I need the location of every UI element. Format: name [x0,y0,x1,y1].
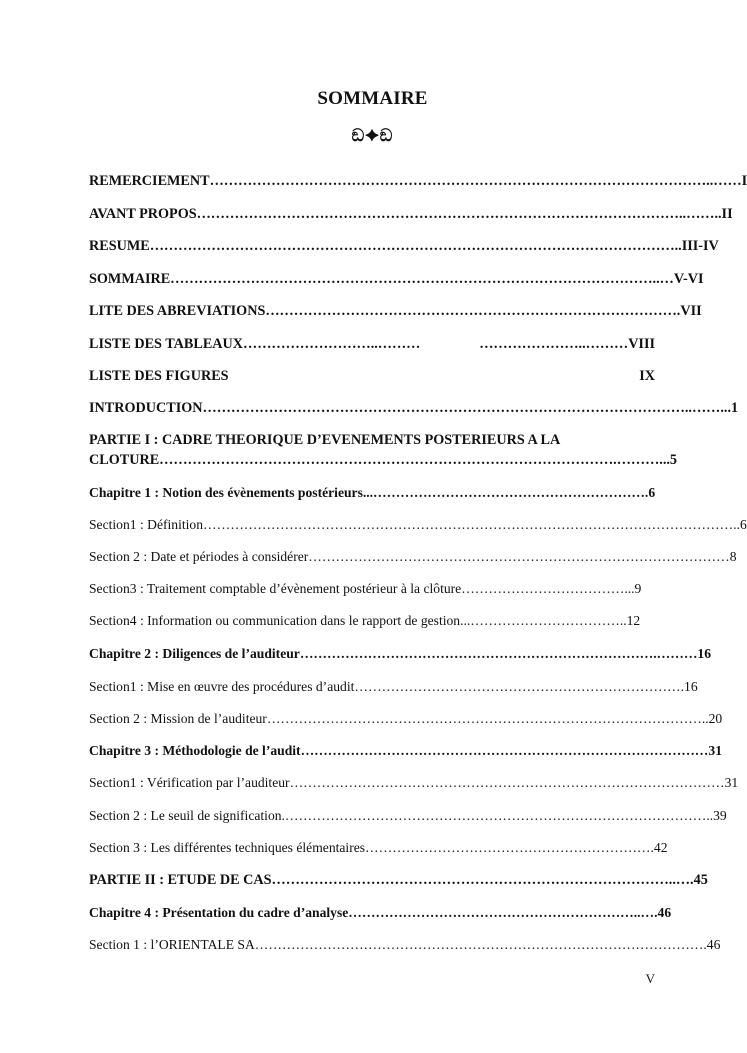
toc-entry-section-3-3[interactable]: Section 3 : Les différentes techniques élémentaires……………………………………………………….42 [89,840,668,855]
toc-entry-chapitre-1[interactable]: Chapitre 1 : Notion des évènements postérieurs...…………………………………………………….6 [89,485,656,500]
toc-entry-chapitre-4[interactable]: Chapitre 4 : Présentation du cadre d’analyse………………………………………………………..….46 [89,905,672,920]
toc-entry-section-1-1[interactable]: Section1 : Définition………………………………………………………………………………………………………..6 [89,517,747,532]
page-number: V [645,971,655,986]
toc-entry-section-3-2[interactable]: Section 2 : Le seuil de signification.…………………………………………………………………………………..39 [89,808,727,823]
toc-entry-figures[interactable] [89,368,655,385]
toc-entry-partie-1-line2[interactable]: CLOTURE…………………………………………………………………………………….………...5 [89,452,678,468]
toc-entry-tableaux-left: LISTE DES TABLEAUX………………………..……… [89,336,421,352]
toc-entry-partie-1-line1[interactable]: PARTIE I : CADRE THEORIQUE D’EVENEMENTS POSTERIEURS A LA [89,432,561,448]
ornament-glyph: ඞ✦ඞ [351,126,394,145]
toc-entry-section-3-1[interactable]: Section1 : Vérification par l’auditeur……………………………………………………………………………………31 [89,775,739,790]
toc-entry-section-2-2[interactable]: Section 2 : Mission de l’auditeur……………………………………………………………………………………..20 [89,711,723,726]
toc-entry-introduction[interactable]: INTRODUCTION…………………………………………………………………………………………..……...1 [89,400,739,416]
toc-entry-section-1-3[interactable]: Section3 : Traitement comptable d’évènement postérieur à la clôture………………………………...9 [89,581,642,596]
toc-entry-section-4-1[interactable]: Section 1 : l’ORIENTALE SA……………………………………………………………………………………….46 [89,937,721,952]
toc-entry-figures-right: IX [639,368,655,384]
toc-entry-abreviations[interactable]: LITE DES ABREVIATIONS…………………………………………………………………………….VII [89,303,702,319]
toc-entry-partie-2[interactable]: PARTIE II : ETUDE DE CAS…………………………………………………………………………..….45 [89,872,708,888]
toc-entry-avant-propos[interactable]: AVANT PROPOS…………………………………………………………………………………………..……..II [89,206,733,222]
toc-entry-sommaire[interactable]: SOMMAIRE…………………………………………………………………………………………..…V-VI [89,271,704,287]
toc-entry-section-1-2[interactable]: Section 2 : Date et périodes à considérer…………………………………………………………………………………8 [89,549,737,564]
toc-entry-figures-left: LISTE DES FIGURES [89,368,229,384]
page-title [0,88,745,110]
toc-entry-tableaux[interactable] [89,336,655,353]
toc-entry-section-2-1[interactable]: Section1 : Mise en œuvre des procédures d’audit……………………………………………………………….16 [89,679,698,694]
toc-entry-remerciement[interactable]: REMERCIEMENT……………………………………………………………………………………………..……I [89,173,747,189]
page-title-text: SOMMAIRE [317,88,428,109]
toc-entry-tableaux-right: …………………..………VIII [479,336,655,352]
toc-entry-chapitre-2[interactable]: Chapitre 2 : Diligences de l’auditeur…………………………………………………………………….………16 [89,646,712,661]
toc-entry-resume[interactable]: RESUME…………………………………………………………………………………………………..III-IV [89,238,719,254]
toc-entry-section-1-4[interactable]: Section4 : Information ou communication dans le rapport de gestion...……………………………..12 [89,613,641,628]
toc-entry-chapitre-3[interactable]: Chapitre 3 : Méthodologie de l’audit………………………………………………………………………………31 [89,743,722,758]
